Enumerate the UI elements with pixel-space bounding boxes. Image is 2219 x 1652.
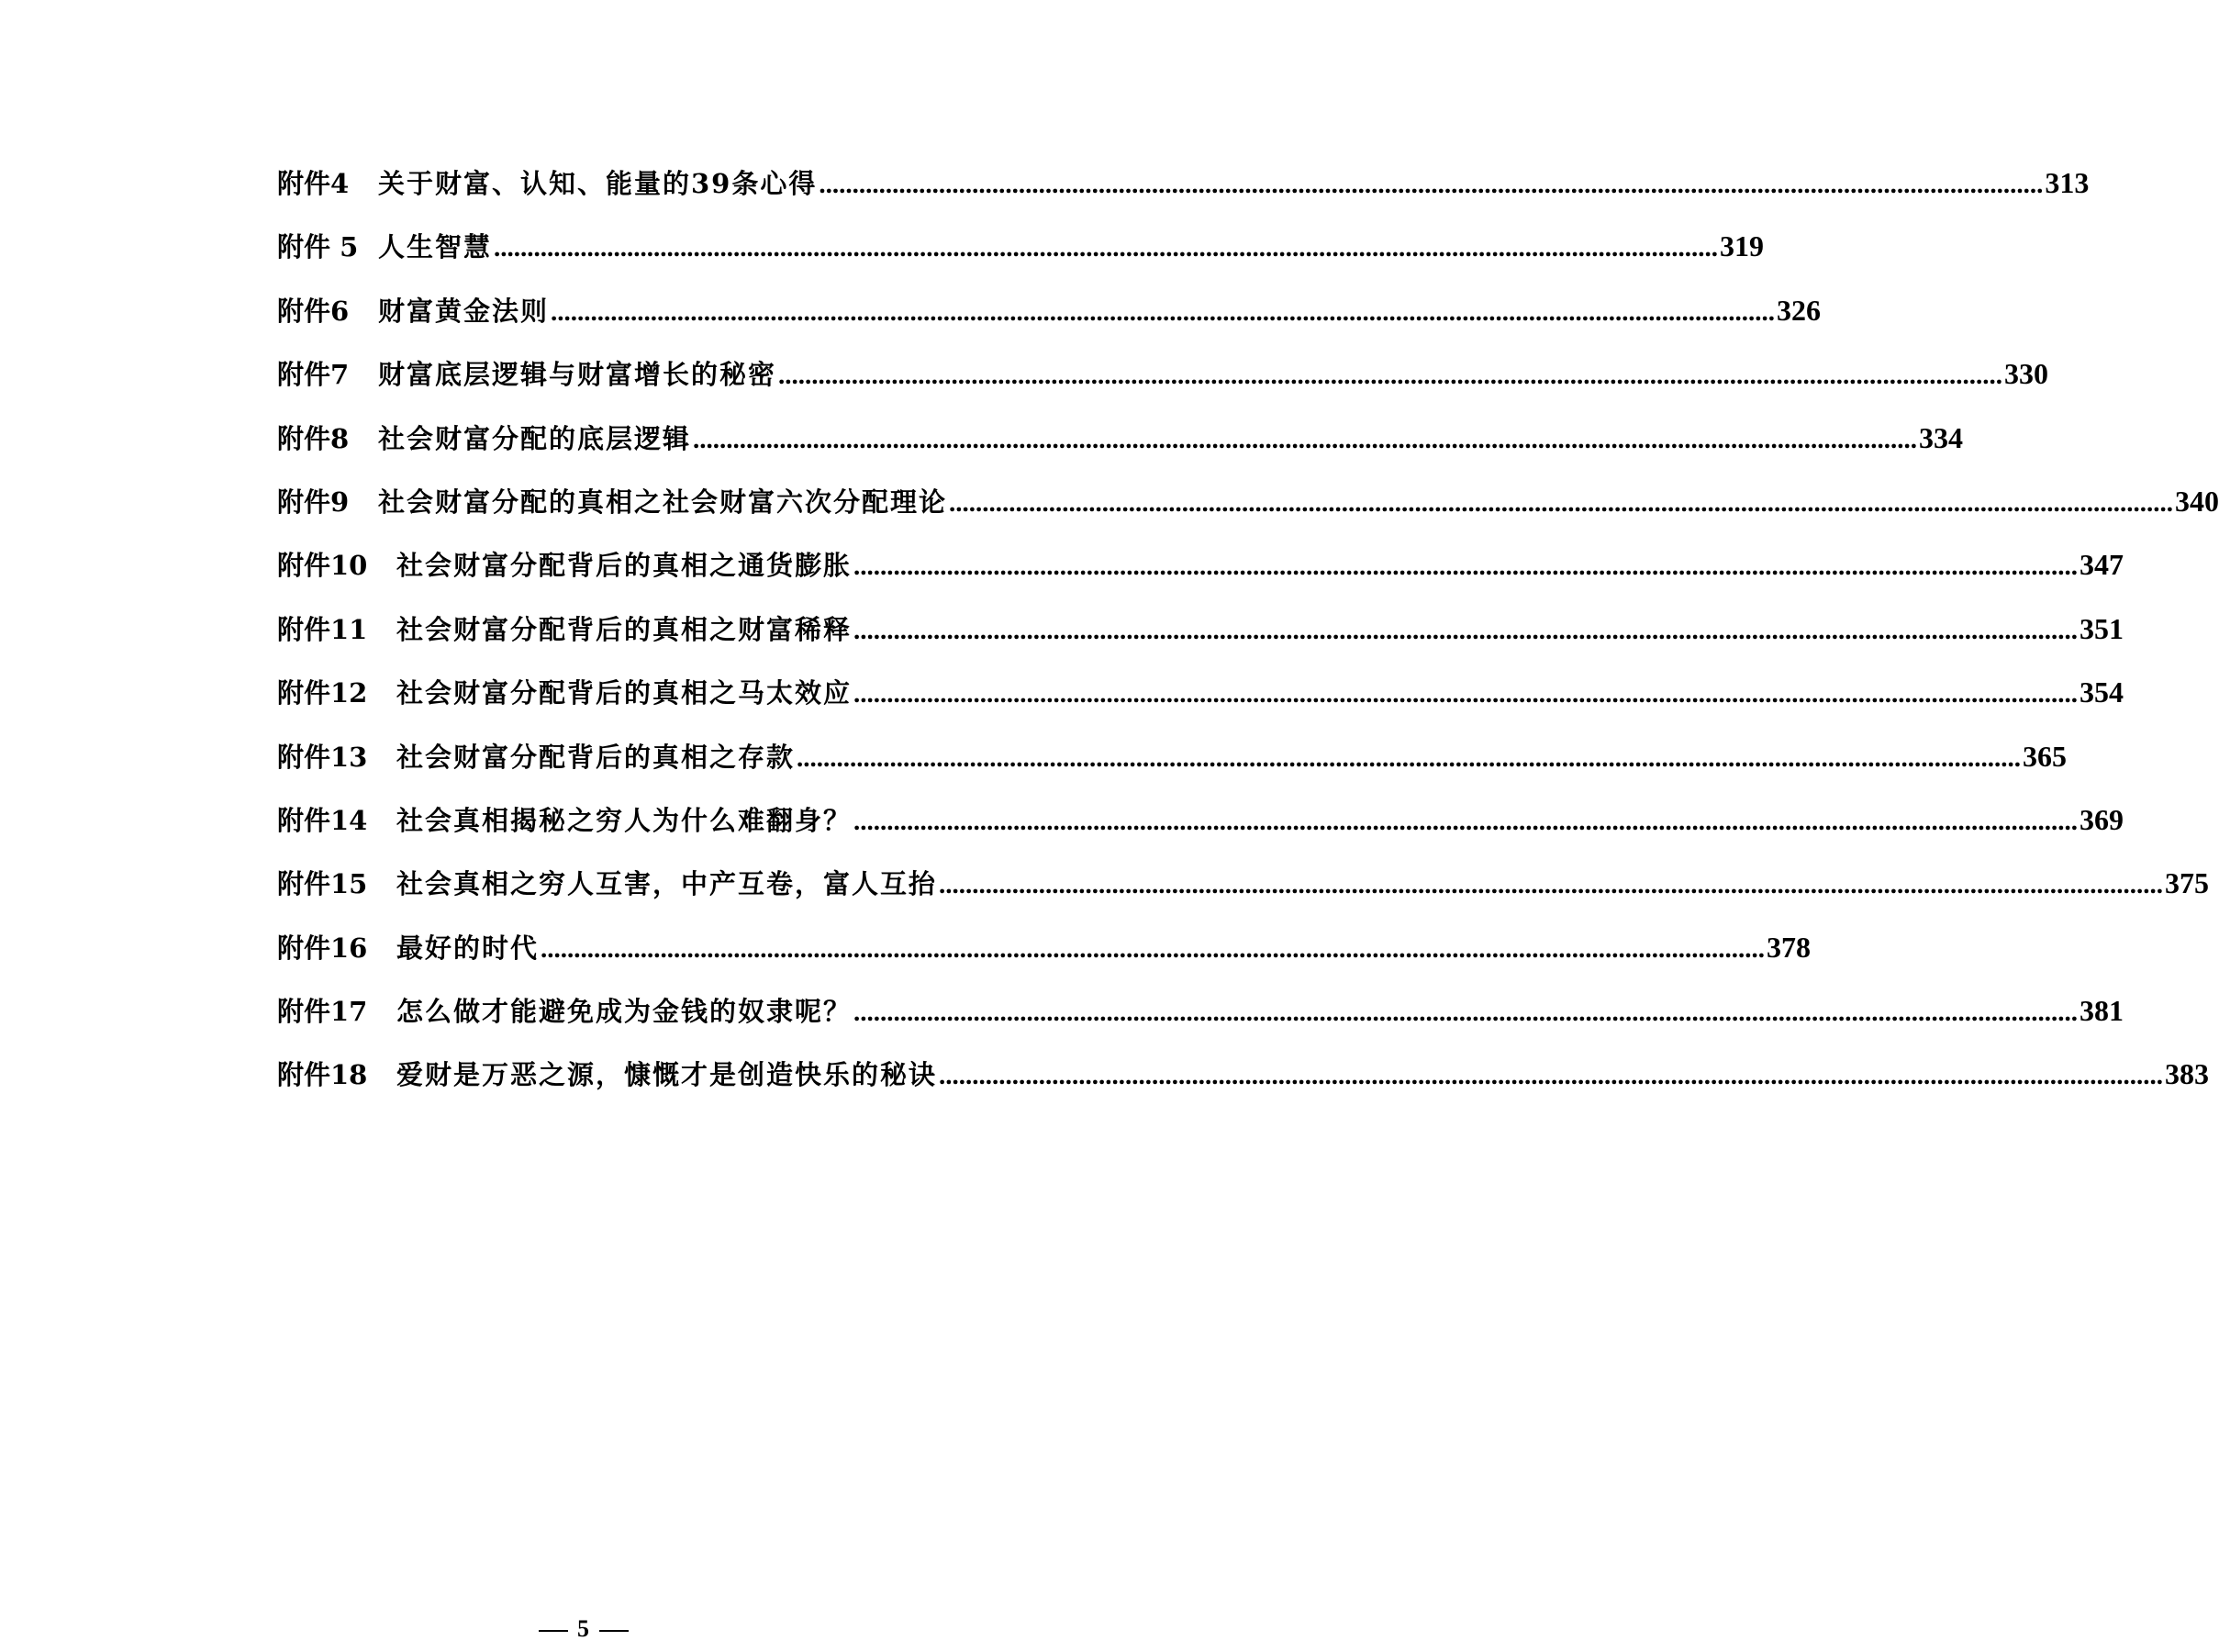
- toc-entry-title: 社会财富分配背后的真相之马太效应: [396, 677, 853, 709]
- toc-entry[interactable]: [277, 291, 1822, 354]
- toc-entry-title: 财富黄金法则: [378, 295, 550, 327]
- toc-entry-page: 340: [2175, 484, 2219, 518]
- page-number: 5: [577, 1615, 589, 1642]
- toc-entry-title: 最好的时代: [396, 932, 540, 964]
- toc-entry[interactable]: [277, 928, 1812, 991]
- toc-entry-label: 附件12: [277, 677, 368, 709]
- toc-entry-label: 附件18: [277, 1059, 368, 1091]
- toc-entry-title: 社会真相之穷人互害，中产互卷，富人互抬: [396, 868, 938, 900]
- toc-entry-page: 354: [2080, 675, 2124, 709]
- toc-entry-title: 财富底层逻辑与财富增长的秘密: [378, 359, 777, 391]
- toc-entry-label: 附件16: [277, 932, 368, 964]
- toc-entry-page: 375: [2165, 866, 2210, 900]
- toc-entry-label: 附件17: [277, 996, 368, 1028]
- toc-entry[interactable]: [277, 354, 2049, 418]
- toc-entry-page: 351: [2080, 611, 2124, 645]
- page-footer: [0, 1615, 1166, 1643]
- toc-entry[interactable]: [277, 673, 2124, 736]
- toc-entry-page: 334: [1919, 420, 1964, 454]
- toc-entry-label: 附件 5: [277, 231, 359, 263]
- toc-entry-page: 381: [2080, 994, 2124, 1028]
- toc-entry[interactable]: [277, 482, 2219, 545]
- toc-entry-title: 人生智慧: [378, 231, 493, 263]
- toc-entry-page: 330: [2004, 357, 2049, 391]
- dot-leader: [939, 1061, 2163, 1091]
- toc-entry[interactable]: [277, 545, 2124, 608]
- toc-entry[interactable]: [277, 737, 2068, 800]
- toc-entry-label: 附件7: [277, 359, 350, 391]
- dot-leader: [853, 679, 2078, 709]
- toc-entry-title: 社会财富分配的真相之社会财富六次分配理论: [378, 486, 948, 518]
- toc-entry-page: 369: [2080, 802, 2124, 836]
- dot-leader: [819, 170, 2043, 200]
- footer-dash-left: [539, 1630, 568, 1632]
- toc-entry-label: 附件6: [277, 295, 350, 327]
- dot-leader: [853, 998, 2078, 1028]
- dot-leader: [778, 361, 2002, 391]
- dot-leader: [939, 870, 2163, 900]
- toc-entry-page: 378: [1767, 930, 1812, 964]
- toc-entry-label: 附件15: [277, 868, 368, 900]
- toc-entry-page: 365: [2023, 739, 2068, 773]
- toc-entry[interactable]: [277, 163, 2090, 227]
- toc-entry[interactable]: [277, 419, 1964, 482]
- toc-entry-label: 附件9: [277, 486, 350, 518]
- toc-entry[interactable]: [277, 864, 2210, 927]
- toc-entry-page: 313: [2045, 166, 2090, 199]
- toc-entry-page: 347: [2080, 548, 2124, 582]
- toc-entry-title: 怎么做才能避免成为金钱的奴隶呢？: [396, 996, 853, 1028]
- toc-entry-title: 社会财富分配背后的真相之存款: [396, 741, 796, 773]
- toc-entry-title: 社会财富分配的底层逻辑: [378, 422, 692, 454]
- toc-entry-label: 附件13: [277, 741, 368, 773]
- toc-entry[interactable]: [277, 609, 2124, 673]
- toc-entry-title: 社会财富分配背后的真相之财富稀释: [396, 613, 853, 645]
- toc-entry[interactable]: [277, 1055, 2210, 1118]
- toc-entry-title: 关于财富、认知、能量的39条心得: [378, 168, 818, 199]
- toc-entry[interactable]: [277, 800, 2124, 864]
- toc-entry-label: 附件4: [277, 168, 350, 199]
- toc-entry-label: 附件8: [277, 422, 350, 454]
- toc-entry-page: 319: [1720, 229, 1765, 263]
- dot-leader: [551, 297, 1775, 328]
- toc-entry[interactable]: [277, 991, 2124, 1055]
- toc-entry-page: 383: [2165, 1057, 2210, 1091]
- dot-leader: [949, 488, 2173, 519]
- dot-leader: [494, 233, 1718, 263]
- toc-entry-label: 附件14: [277, 804, 368, 836]
- dot-leader: [693, 425, 1917, 455]
- footer-dash-right: [599, 1630, 629, 1632]
- table-of-contents: [277, 163, 2219, 1119]
- toc-entry-title: 爱财是万恶之源，慷慨才是创造快乐的秘诀: [396, 1059, 938, 1091]
- toc-entry-title: 社会真相揭秘之穷人为什么难翻身？: [396, 804, 853, 836]
- toc-entry[interactable]: [277, 227, 1765, 290]
- toc-entry-label: 附件10: [277, 550, 368, 582]
- dot-leader: [853, 807, 2078, 837]
- toc-entry-title: 社会财富分配背后的真相之通货膨胀: [396, 550, 853, 582]
- dot-leader: [541, 934, 1765, 965]
- dot-leader: [797, 743, 2021, 774]
- dot-leader: [853, 616, 2078, 646]
- dot-leader: [853, 552, 2078, 582]
- toc-entry-label: 附件11: [277, 613, 368, 645]
- toc-entry-page: 326: [1777, 293, 1822, 327]
